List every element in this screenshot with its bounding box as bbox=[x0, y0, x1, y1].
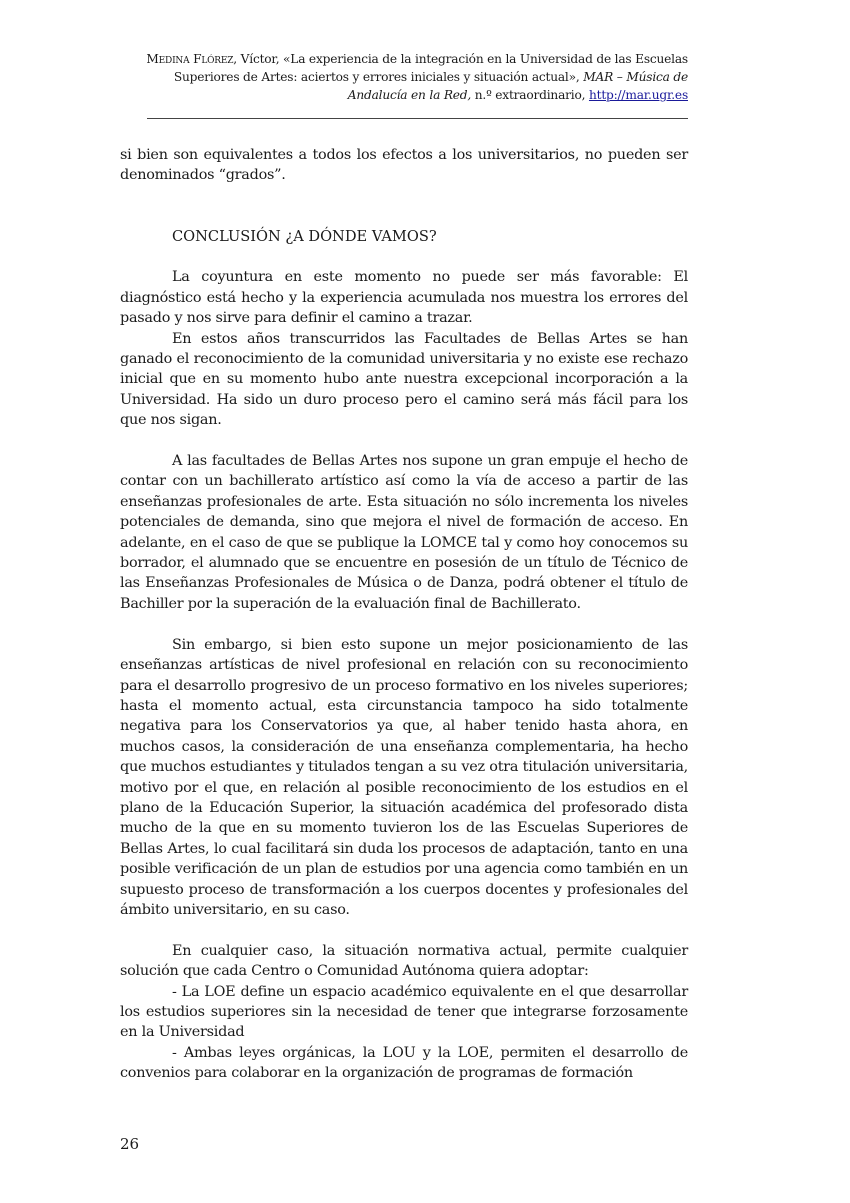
page-number: 26 bbox=[120, 1135, 140, 1153]
body-text bbox=[120, 145, 688, 1084]
header-url-link[interactable]: http://mar.ugr.es bbox=[588, 88, 688, 102]
spacer bbox=[120, 247, 688, 267]
paragraph-2: En estos años transcurridos las Facultades de Bellas Artes se han ganado el reconocimiento de la comunidad universitaria y no existe ese rechazo inicial que en su momento hubo ante nuestra excepcional incorporación a la Universidad. Ha sido un duro proceso pero el camino será más fácil para los que nos sigan. bbox=[120, 330, 688, 429]
spacer bbox=[120, 614, 688, 634]
spacer bbox=[120, 431, 688, 451]
running-header bbox=[120, 50, 688, 104]
header-issue: n.º extraordinario, bbox=[471, 88, 589, 102]
paragraph-5: En cualquier caso, la situación normativa actual, permite cualquier solución que cada Centro o Comunidad Autónoma quiera adoptar: bbox=[120, 942, 688, 980]
header-author: Medina Flórez bbox=[146, 52, 234, 66]
list-item-lou-loe: - Ambas leyes orgánicas, la LOU y la LOE, permiten el desarrollo de convenios para colaborar en la organización de programas de formación bbox=[120, 1044, 688, 1082]
paragraph-1: La coyuntura en este momento no puede ser más favorable: El diagnóstico está hecho y la experiencia acumulada nos muestra los errores del pasado y nos sirve para definir el camino a trazar. bbox=[120, 269, 688, 327]
section-heading: CONCLUSIÓN ¿A DÓNDE VAMOS? bbox=[172, 227, 437, 245]
header-citation: , Víctor, «La experiencia de la integración en la Universidad de las Escuelas Superiores de Artes: aciertos y errores iniciales y situación actual», bbox=[173, 52, 688, 84]
header-divider bbox=[147, 118, 688, 119]
paragraph-3: A las facultades de Bellas Artes nos supone un gran empuje el hecho de contar con un bachillerato artístico así como la vía de acceso a partir de las enseñanzas profesionales de arte. Esta situación no sólo incrementa los niveles potenciales de demanda, sino que mejora el nivel de formación de acceso. En adelante, en el caso de que se publique la LOMCE tal y como hoy conocemos su borrador, el alumnado que se encuentre en posesión de un título de Técnico de las Enseñanzas Profesionales de Música o de Danza, podrá obtener el título de Bachiller por la superación de la evaluación final de Bachillerato. bbox=[120, 453, 688, 612]
spacer bbox=[120, 186, 688, 227]
list-item-loe: - La LOE define un espacio académico equivalente en el que desarrollar los estudios superiores sin la necesidad de tener que integrarse forzosamente en la Universidad bbox=[120, 983, 688, 1041]
spacer bbox=[120, 920, 688, 940]
paragraph-4: Sin embargo, si bien esto supone un mejor posicionamiento de las enseñanzas artísticas de nivel profesional en relación con su reconocimiento para el desarrollo progresivo de un proceso formativo en los niveles superiores; hasta el momento actual, esta circunstancia tampoco ha sido totalmente negativa para los Conservatorios ya que, al haber tenido hasta ahora, en muchos casos, la consideración de una enseñanza complementaria, ha hecho que muchos estudiantes y titulados tengan a su vez otra titulación universitaria, motivo por el que, en relación al posible reconocimiento de los estudios en el plano de la Educación Superior, la situación académica del profesorado dista mucho de la que en su momento tuvieron los de las Escuelas Superiores de Bellas Artes, lo cual facilitará sin duda los procesos de adaptación, tanto en una posible verificación de un plan de estudios por una agencia como también en un supuesto proceso de transformación a los cuerpos docentes y profesionales del ámbito universitario, en su caso. bbox=[120, 636, 688, 918]
paragraph-continued: si bien son equivalentes a todos los efectos a los universitarios, no pueden ser denominados “grados”. bbox=[120, 147, 688, 184]
header-journal: MAR – Música de Andalucía en la Red, bbox=[347, 70, 688, 102]
